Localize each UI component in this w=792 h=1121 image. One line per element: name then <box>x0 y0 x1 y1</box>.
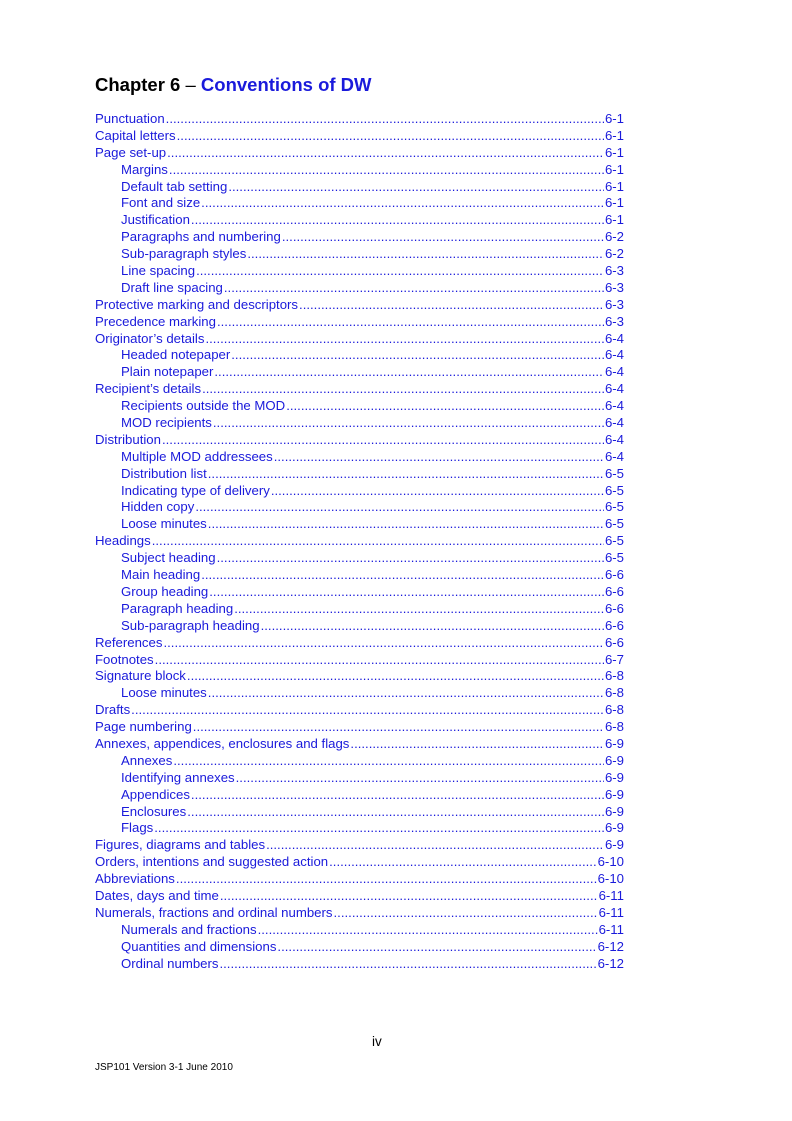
toc-entry-label[interactable]: Loose minutes <box>121 516 207 532</box>
dot-leader <box>201 567 604 584</box>
dot-leader <box>299 297 604 314</box>
toc-entry-page[interactable]: 6-6 <box>604 617 624 633</box>
toc-entry-page[interactable]: 6-5 <box>604 550 624 566</box>
toc-entry[interactable] <box>95 415 624 432</box>
toc-entry-page[interactable]: 6-6 <box>604 583 624 599</box>
toc-entry-label[interactable]: Distribution list <box>121 465 207 481</box>
dot-leader <box>334 905 598 922</box>
toc-entry-page[interactable]: 6-1 <box>604 178 624 194</box>
toc-entry-label[interactable]: Figures, diagrams and tables <box>95 837 266 853</box>
toc-entry-page[interactable]: 6-8 <box>604 719 624 735</box>
toc-entry-label[interactable]: Plain notepaper <box>121 364 214 380</box>
toc-entry[interactable] <box>95 685 624 702</box>
toc-entry[interactable] <box>95 668 624 685</box>
toc-entry-page[interactable]: 6-12 <box>597 938 624 954</box>
toc-entry-page[interactable]: 6-9 <box>604 786 624 802</box>
toc-entry-label[interactable]: Draft line spacing <box>121 279 223 295</box>
toc-entry-label[interactable]: Paragraph heading <box>121 600 234 616</box>
toc-entry-label[interactable]: Numerals, fractions and ordinal numbers <box>95 904 333 920</box>
dot-leader <box>195 499 604 516</box>
toc-entry[interactable] <box>95 787 624 804</box>
toc-entry-label[interactable]: Headed notepaper <box>121 347 231 363</box>
toc-entry-page[interactable]: 6-9 <box>604 735 624 751</box>
dot-leader <box>173 753 604 770</box>
toc-entry-label[interactable]: Font and size <box>121 195 201 211</box>
toc-entry[interactable] <box>95 922 624 939</box>
dot-leader <box>286 398 604 415</box>
toc-entry[interactable] <box>95 804 624 821</box>
toc-entry-label[interactable]: Margins <box>121 161 168 177</box>
table-of-contents <box>95 111 624 972</box>
toc-entry[interactable] <box>95 770 624 787</box>
toc-entry-label[interactable]: References <box>95 634 163 650</box>
dot-leader <box>217 550 604 567</box>
dot-leader <box>152 533 604 550</box>
toc-entry[interactable] <box>95 635 624 652</box>
dot-leader <box>231 347 604 364</box>
toc-entry[interactable] <box>95 212 624 229</box>
toc-entry-page[interactable]: 6-4 <box>604 398 624 414</box>
dot-leader <box>219 956 596 973</box>
toc-entry-page[interactable]: 6-9 <box>604 820 624 836</box>
dot-leader <box>166 111 604 128</box>
dot-leader <box>167 145 604 162</box>
dot-leader <box>162 432 604 449</box>
toc-entry[interactable] <box>95 736 624 753</box>
toc-entry[interactable] <box>95 162 624 179</box>
toc-entry[interactable] <box>95 364 624 381</box>
dot-leader <box>274 449 604 466</box>
toc-entry[interactable] <box>95 956 624 973</box>
toc-entry-label[interactable]: Ordinal numbers <box>121 955 219 971</box>
toc-entry-page[interactable]: 6-3 <box>604 296 624 312</box>
toc-entry-page[interactable]: 6-1 <box>604 127 624 143</box>
toc-entry-page[interactable]: 6-2 <box>604 229 624 245</box>
toc-entry-label[interactable]: Main heading <box>121 567 201 583</box>
dot-leader <box>155 652 604 669</box>
toc-entry-label[interactable]: Punctuation <box>95 111 165 126</box>
dot-leader <box>277 939 596 956</box>
chapter-title: Conventions of DW <box>200 74 372 95</box>
dot-leader <box>209 584 604 601</box>
dot-leader <box>169 162 604 179</box>
toc-entry[interactable] <box>95 331 624 348</box>
toc-entry-label[interactable]: Paragraphs and numbering <box>121 229 281 245</box>
toc-entry-label[interactable]: Flags <box>121 820 154 836</box>
toc-entry-label[interactable]: Indicating type of delivery <box>121 482 270 498</box>
toc-entry-label[interactable]: Annexes, appendices, enclosures and flags <box>95 735 350 751</box>
toc-entry-page[interactable]: 6-5 <box>604 499 624 515</box>
toc-entry-page[interactable]: 6-11 <box>598 904 624 920</box>
toc-entry[interactable] <box>95 297 624 314</box>
toc-entry[interactable] <box>95 854 624 871</box>
toc-entry-label[interactable]: Signature block <box>95 668 186 684</box>
toc-entry-label[interactable]: Abbreviations <box>95 871 175 887</box>
dot-leader <box>258 922 598 939</box>
toc-entry-page[interactable]: 6-1 <box>604 212 624 228</box>
toc-entry-label[interactable]: Headings <box>95 533 151 549</box>
toc-entry-label[interactable]: Recipients outside the MOD <box>121 398 286 414</box>
toc-entry-page[interactable]: 6-4 <box>604 415 624 431</box>
toc-entry-page[interactable]: 6-10 <box>597 871 624 887</box>
toc-entry-label[interactable]: MOD recipients <box>121 415 212 431</box>
dot-leader <box>236 770 604 787</box>
toc-entry-label[interactable]: Line spacing <box>121 263 196 279</box>
dot-leader <box>266 837 604 854</box>
toc-entry-label[interactable]: Multiple MOD addressees <box>121 448 273 464</box>
toc-entry-page[interactable]: 6-1 <box>604 195 624 211</box>
toc-entry-label[interactable]: Subject heading <box>121 550 216 566</box>
dot-leader <box>282 229 604 246</box>
toc-entry[interactable] <box>95 280 624 297</box>
toc-entry-page[interactable]: 6-4 <box>604 347 624 363</box>
toc-entry-label[interactable]: Annexes <box>121 752 173 768</box>
toc-entry[interactable] <box>95 179 624 196</box>
toc-entry-page[interactable]: 6-8 <box>604 685 624 701</box>
toc-entry-page[interactable]: 6-9 <box>604 752 624 768</box>
dot-leader <box>217 314 604 331</box>
toc-entry[interactable] <box>95 533 624 550</box>
toc-entry[interactable] <box>95 381 624 398</box>
toc-entry-page[interactable]: 6-5 <box>604 516 624 532</box>
toc-entry-label[interactable]: Appendices <box>121 786 190 802</box>
toc-entry[interactable] <box>95 128 624 145</box>
toc-entry-page[interactable]: 6-8 <box>604 702 624 718</box>
toc-entry-label[interactable]: Recipient’s details <box>95 381 202 397</box>
toc-entry-page[interactable]: 6-4 <box>604 431 624 447</box>
page-title <box>95 74 372 96</box>
toc-entry-label[interactable]: Loose minutes <box>121 685 207 701</box>
toc-entry[interactable] <box>95 432 624 449</box>
dot-leader <box>193 719 604 736</box>
dot-leader <box>224 280 604 297</box>
page-number: iv <box>372 1034 382 1049</box>
toc-entry[interactable] <box>95 939 624 956</box>
toc-entry-page[interactable]: 6-8 <box>604 668 624 684</box>
toc-entry[interactable] <box>95 719 624 736</box>
toc-entry-page[interactable]: 6-3 <box>604 279 624 295</box>
toc-entry[interactable] <box>95 145 624 162</box>
toc-entry[interactable] <box>95 601 624 618</box>
toc-entry[interactable] <box>95 398 624 415</box>
toc-entry[interactable] <box>95 567 624 584</box>
toc-entry-label[interactable]: Numerals and fractions <box>121 921 257 937</box>
toc-entry-label[interactable]: Sub-paragraph heading <box>121 617 260 633</box>
toc-entry-page[interactable]: 6-9 <box>604 837 624 853</box>
dot-leader <box>271 483 604 500</box>
dot-leader <box>247 246 604 263</box>
toc-entry-page[interactable]: 6-3 <box>604 263 624 279</box>
toc-entry[interactable] <box>95 263 624 280</box>
toc-entry-label[interactable]: Default tab setting <box>121 178 228 194</box>
toc-entry-page[interactable]: 6-11 <box>598 887 624 903</box>
toc-entry-page[interactable]: 6-10 <box>597 854 624 870</box>
toc-entry-page[interactable]: 6-6 <box>604 600 624 616</box>
toc-entry-label[interactable]: Identifying annexes <box>121 769 235 785</box>
chapter-prefix: Chapter 6 <box>95 74 181 95</box>
dot-leader <box>350 736 604 753</box>
toc-entry[interactable] <box>95 195 624 212</box>
toc-entry-label[interactable]: Hidden copy <box>121 499 195 515</box>
toc-entry-page[interactable]: 6-7 <box>604 651 624 667</box>
dot-leader <box>228 179 604 196</box>
dot-leader <box>208 516 604 533</box>
toc-entry[interactable] <box>95 449 624 466</box>
dot-leader <box>176 871 597 888</box>
toc-entry-page[interactable]: 6-1 <box>604 111 624 126</box>
toc-entry-label[interactable]: Page set-up <box>95 144 167 160</box>
toc-entry-page[interactable]: 6-5 <box>604 465 624 481</box>
toc-entry-page[interactable]: 6-6 <box>604 634 624 650</box>
toc-entry-label[interactable]: Footnotes <box>95 651 154 667</box>
toc-entry-label[interactable]: Precedence marking <box>95 313 216 329</box>
toc-entry[interactable] <box>95 652 624 669</box>
toc-entry[interactable] <box>95 702 624 719</box>
dot-leader <box>187 668 604 685</box>
toc-entry[interactable] <box>95 229 624 246</box>
toc-entry[interactable] <box>95 314 624 331</box>
toc-entry-label[interactable]: Sub-paragraph styles <box>121 246 247 262</box>
toc-entry-page[interactable]: 6-1 <box>604 144 624 160</box>
dot-leader <box>196 263 604 280</box>
dot-leader <box>208 685 604 702</box>
dot-leader <box>220 888 598 905</box>
toc-entry-label[interactable]: Justification <box>121 212 190 228</box>
toc-entry-page[interactable]: 6-4 <box>604 330 624 346</box>
toc-entry-page[interactable]: 6-4 <box>604 381 624 397</box>
toc-entry[interactable] <box>95 871 624 888</box>
toc-entry-label[interactable]: Protective marking and descriptors <box>95 296 299 312</box>
toc-entry-page[interactable]: 6-9 <box>604 803 624 819</box>
toc-entry-page[interactable]: 6-1 <box>604 161 624 177</box>
dot-leader <box>214 364 604 381</box>
toc-entry-page[interactable]: 6-4 <box>604 448 624 464</box>
dot-leader <box>191 787 604 804</box>
toc-entry[interactable] <box>95 246 624 263</box>
title-dash: – <box>180 74 201 95</box>
toc-entry[interactable] <box>95 466 624 483</box>
toc-entry-label[interactable]: Page numbering <box>95 719 192 735</box>
toc-entry[interactable] <box>95 905 624 922</box>
toc-entry[interactable] <box>95 753 624 770</box>
toc-entry[interactable] <box>95 111 624 128</box>
toc-entry[interactable] <box>95 516 624 533</box>
dot-leader <box>154 820 604 837</box>
toc-entry-page[interactable]: 6-4 <box>604 364 624 380</box>
toc-entry-label[interactable]: Distribution <box>95 431 161 447</box>
toc-entry-page[interactable]: 6-6 <box>604 567 624 583</box>
toc-entry[interactable] <box>95 347 624 364</box>
toc-entry-label[interactable]: Quantities and dimensions <box>121 938 277 954</box>
dot-leader <box>205 331 603 348</box>
dot-leader <box>191 212 604 229</box>
toc-entry-label[interactable]: Enclosures <box>121 803 187 819</box>
dot-leader <box>234 601 604 618</box>
toc-entry-page[interactable]: 6-12 <box>597 955 624 971</box>
dot-leader <box>177 128 604 145</box>
toc-entry-page[interactable]: 6-11 <box>598 921 624 937</box>
toc-entry-label[interactable]: Dates, days and time <box>95 887 219 903</box>
toc-entry[interactable] <box>95 550 624 567</box>
dot-leader <box>208 466 604 483</box>
toc-entry[interactable] <box>95 584 624 601</box>
footer: JSP101 Version 3-1 June 2010 <box>95 1062 233 1073</box>
dot-leader <box>261 618 604 635</box>
toc-entry[interactable] <box>95 618 624 635</box>
toc-entry[interactable] <box>95 837 624 854</box>
dot-leader <box>202 381 604 398</box>
toc-entry-label[interactable]: Orders, intentions and suggested action <box>95 854 329 870</box>
toc-entry-label[interactable]: Originator’s details <box>95 330 205 346</box>
toc-entry-page[interactable]: 6-9 <box>604 769 624 785</box>
dot-leader <box>131 702 604 719</box>
toc-entry-page[interactable]: 6-5 <box>604 533 624 549</box>
dot-leader <box>201 195 604 212</box>
toc-entry[interactable] <box>95 820 624 837</box>
toc-entry-label[interactable]: Group heading <box>121 583 209 599</box>
toc-entry-label[interactable]: Drafts <box>95 702 131 718</box>
dot-leader <box>187 804 604 821</box>
toc-entry-label[interactable]: Capital letters <box>95 127 176 143</box>
toc-entry[interactable] <box>95 499 624 516</box>
toc-entry[interactable] <box>95 483 624 500</box>
dot-leader <box>329 854 596 871</box>
toc-entry-page[interactable]: 6-5 <box>604 482 624 498</box>
toc-entry[interactable] <box>95 888 624 905</box>
toc-entry-page[interactable]: 6-3 <box>604 313 624 329</box>
dot-leader <box>213 415 604 432</box>
toc-entry-page[interactable]: 6-2 <box>604 246 624 262</box>
dot-leader <box>163 635 603 652</box>
